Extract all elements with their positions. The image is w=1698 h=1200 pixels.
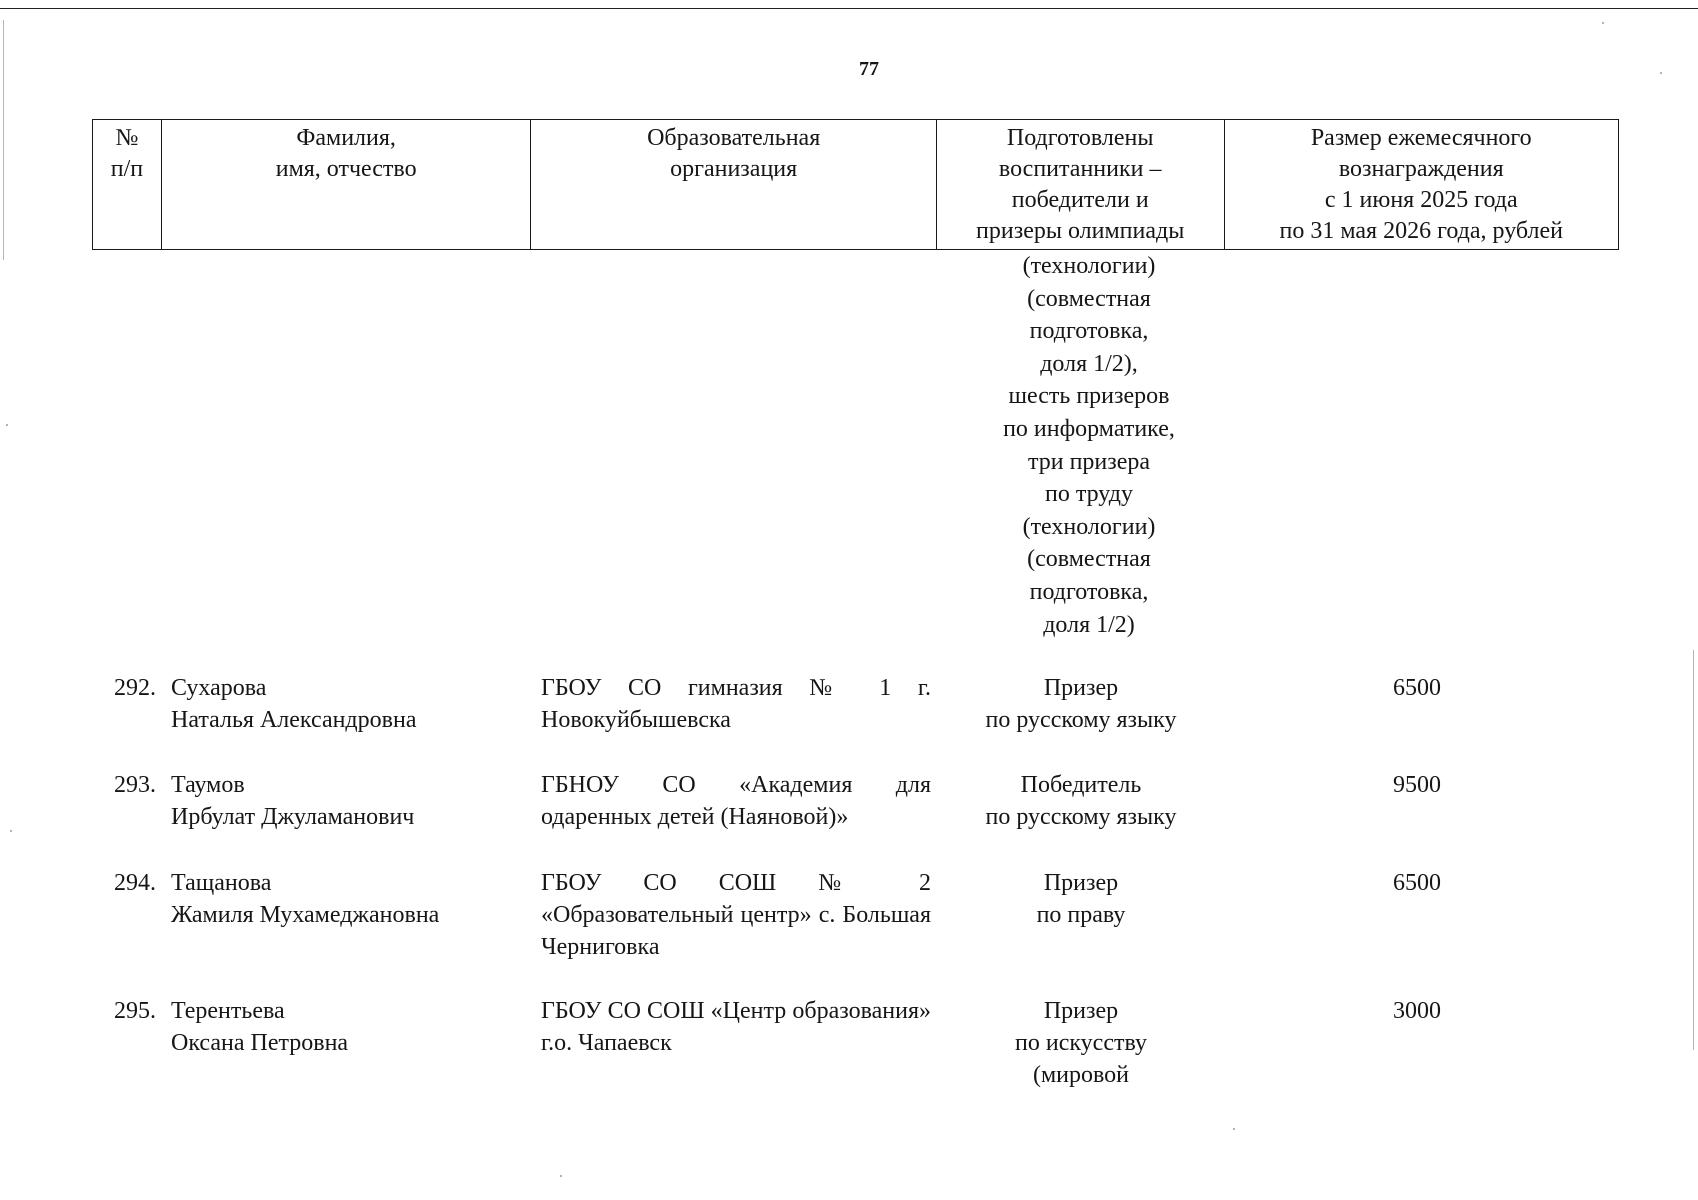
row-organization: ГБНОУ СО «Академия для одаренных детей (Наяновой)» — [541, 772, 931, 830]
scan-artifact — [1233, 1128, 1235, 1130]
row-number: 293. — [114, 772, 156, 798]
scan-artifact — [560, 1175, 562, 1177]
row-full-name: Таумов Ирбулат Джуламанович — [171, 772, 415, 830]
page-content — [92, 119, 1620, 1179]
row-organization: ГБОУ СО СОШ № 2 «Образовательный центр» с. Большая Черниговка — [541, 870, 931, 960]
row-result: Призер по искусству (мировой — [1015, 998, 1147, 1088]
table-header — [92, 119, 1619, 250]
scan-artifact — [1693, 650, 1694, 1050]
row-amount: 6500 — [1393, 675, 1441, 701]
scan-artifact — [6, 424, 8, 426]
header-number: № п/п — [93, 120, 162, 249]
row-amount: 3000 — [1393, 998, 1441, 1024]
row-result: Призер по праву — [1036, 870, 1126, 928]
page-number: 77 — [859, 58, 879, 80]
row-amount: 6500 — [1393, 870, 1441, 896]
row-result: Победитель по русскому языку — [985, 772, 1177, 830]
row-amount: 9500 — [1393, 772, 1441, 798]
row-result: Призер по русскому языку — [985, 675, 1177, 733]
scan-artifact — [3, 20, 4, 260]
row-number: 292. — [114, 675, 156, 701]
scan-artifact — [1602, 22, 1604, 24]
top-rule — [0, 8, 1698, 9]
table-row — [92, 769, 1619, 867]
scan-artifact — [10, 830, 12, 832]
table-row — [92, 867, 1619, 995]
row-number: 294. — [114, 870, 156, 896]
header-monthly-reward: Размер ежемесячного вознаграждения с 1 июня 2025 года по 31 мая 2026 года, рублей — [1279, 125, 1563, 244]
scan-artifact — [1660, 72, 1662, 74]
header-prepared-students: Подготовлены воспитанники – победители и призеры олимпиады — [937, 120, 1225, 249]
header-full-name: Фамилия, имя, отчество — [162, 120, 532, 249]
table-row — [92, 995, 1619, 1095]
row-full-name: Сухарова Наталья Александровна — [171, 675, 417, 733]
row-organization: ГБОУ СО СОШ «Центр образования» г.о. Чапаевск — [541, 998, 931, 1056]
table-body — [92, 672, 1619, 1095]
continued-result-text: (технологии) (совместная подготовка, доля 1/2), шесть призеров по информатике, три призера по труду (технологии) (совместная подготовка, доля 1/2) — [1003, 253, 1175, 638]
header-organization: Образовательная организация — [531, 120, 936, 249]
row-organization: ГБОУ СО гимназия № 1 г. Новокуйбышевска — [541, 675, 931, 733]
table-row — [92, 672, 1619, 769]
row-full-name: Терентьева Оксана Петровна — [171, 998, 349, 1056]
row-number: 295. — [114, 998, 156, 1024]
row-full-name: Тащанова Жамиля Мухамеджановна — [171, 870, 440, 928]
